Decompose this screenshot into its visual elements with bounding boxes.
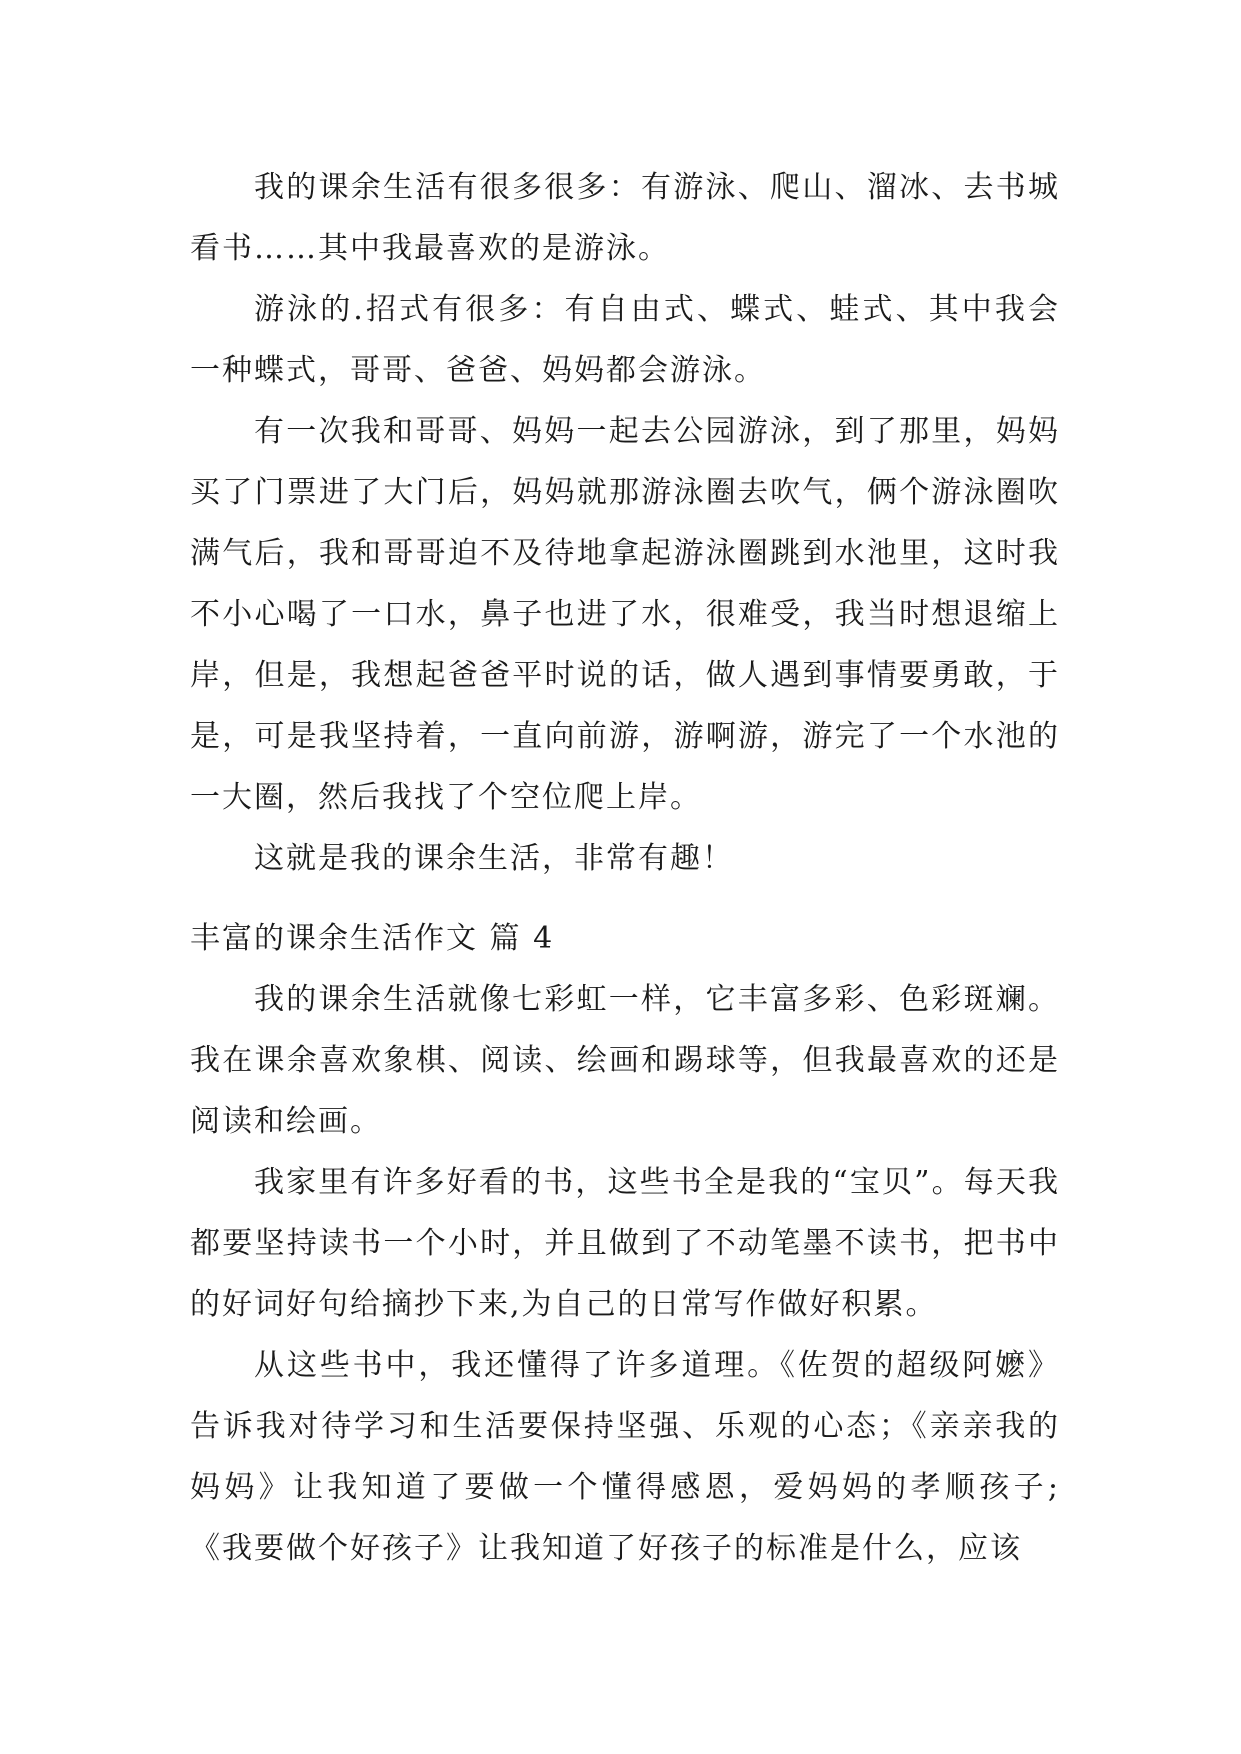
paragraph: 从这些书中，我还懂得了许多道理。《佐贺的超级阿嬷》告诉我对待学习和生活要保持坚强、乐观的心态；《亲亲我的妈妈》让我知道了要做一个懂得感恩，爱妈妈的孝顺孩子;《我要做个好孩子》让我知道了好孩子的标准是什么，应该 [190,1348,1060,1566]
paragraph: 我家里有许多好看的书，这些书全是我的“宝贝”。每天我都要坚持读书一个小时，并且做到了不动笔墨不读书，把书中的好词好句给摘抄下来,为自己的日常写作做好积累。 [190,1165,1060,1322]
paragraph: 有一次我和哥哥、妈妈一起去公园游泳，到了那里，妈妈买了门票进了大门后，妈妈就那游泳圈去吹气，俩个游泳圈吹满气后，我和哥哥迫不及待地拿起游泳圈跳到水池里，这时我不小心喝了一口水，鼻子也进了水，很难受，我当时想退缩上岸，但是，我想起爸爸平时说的话，做人遇到事情要勇敢，于是，可是我坚持着，一直向前游，游啊游，游完了一个水池的一大圈，然后我找了个空位爬上岸。 [190,414,1060,815]
paragraph: 这就是我的课余生活，非常有趣！ [254,841,734,876]
essay-section-3 [190,157,1060,889]
paragraph: 我的课余生活有很多很多：有游泳、爬山、溜冰、去书城看书……其中我最喜欢的是游泳。 [190,170,1060,266]
essay-section-4 [190,908,1060,1579]
section-heading: 丰富的课余生活作文 篇 4 [190,921,555,956]
paragraph: 游泳的.招式有很多：有自由式、蝶式、蛙式、其中我会一种蝶式，哥哥、爸爸、妈妈都会游泳。 [190,292,1060,388]
paragraph: 我的课余生活就像七彩虹一样，它丰富多彩、色彩斑斓。我在课余喜欢象棋、阅读、绘画和踢球等，但我最喜欢的还是阅读和绘画。 [190,982,1060,1139]
